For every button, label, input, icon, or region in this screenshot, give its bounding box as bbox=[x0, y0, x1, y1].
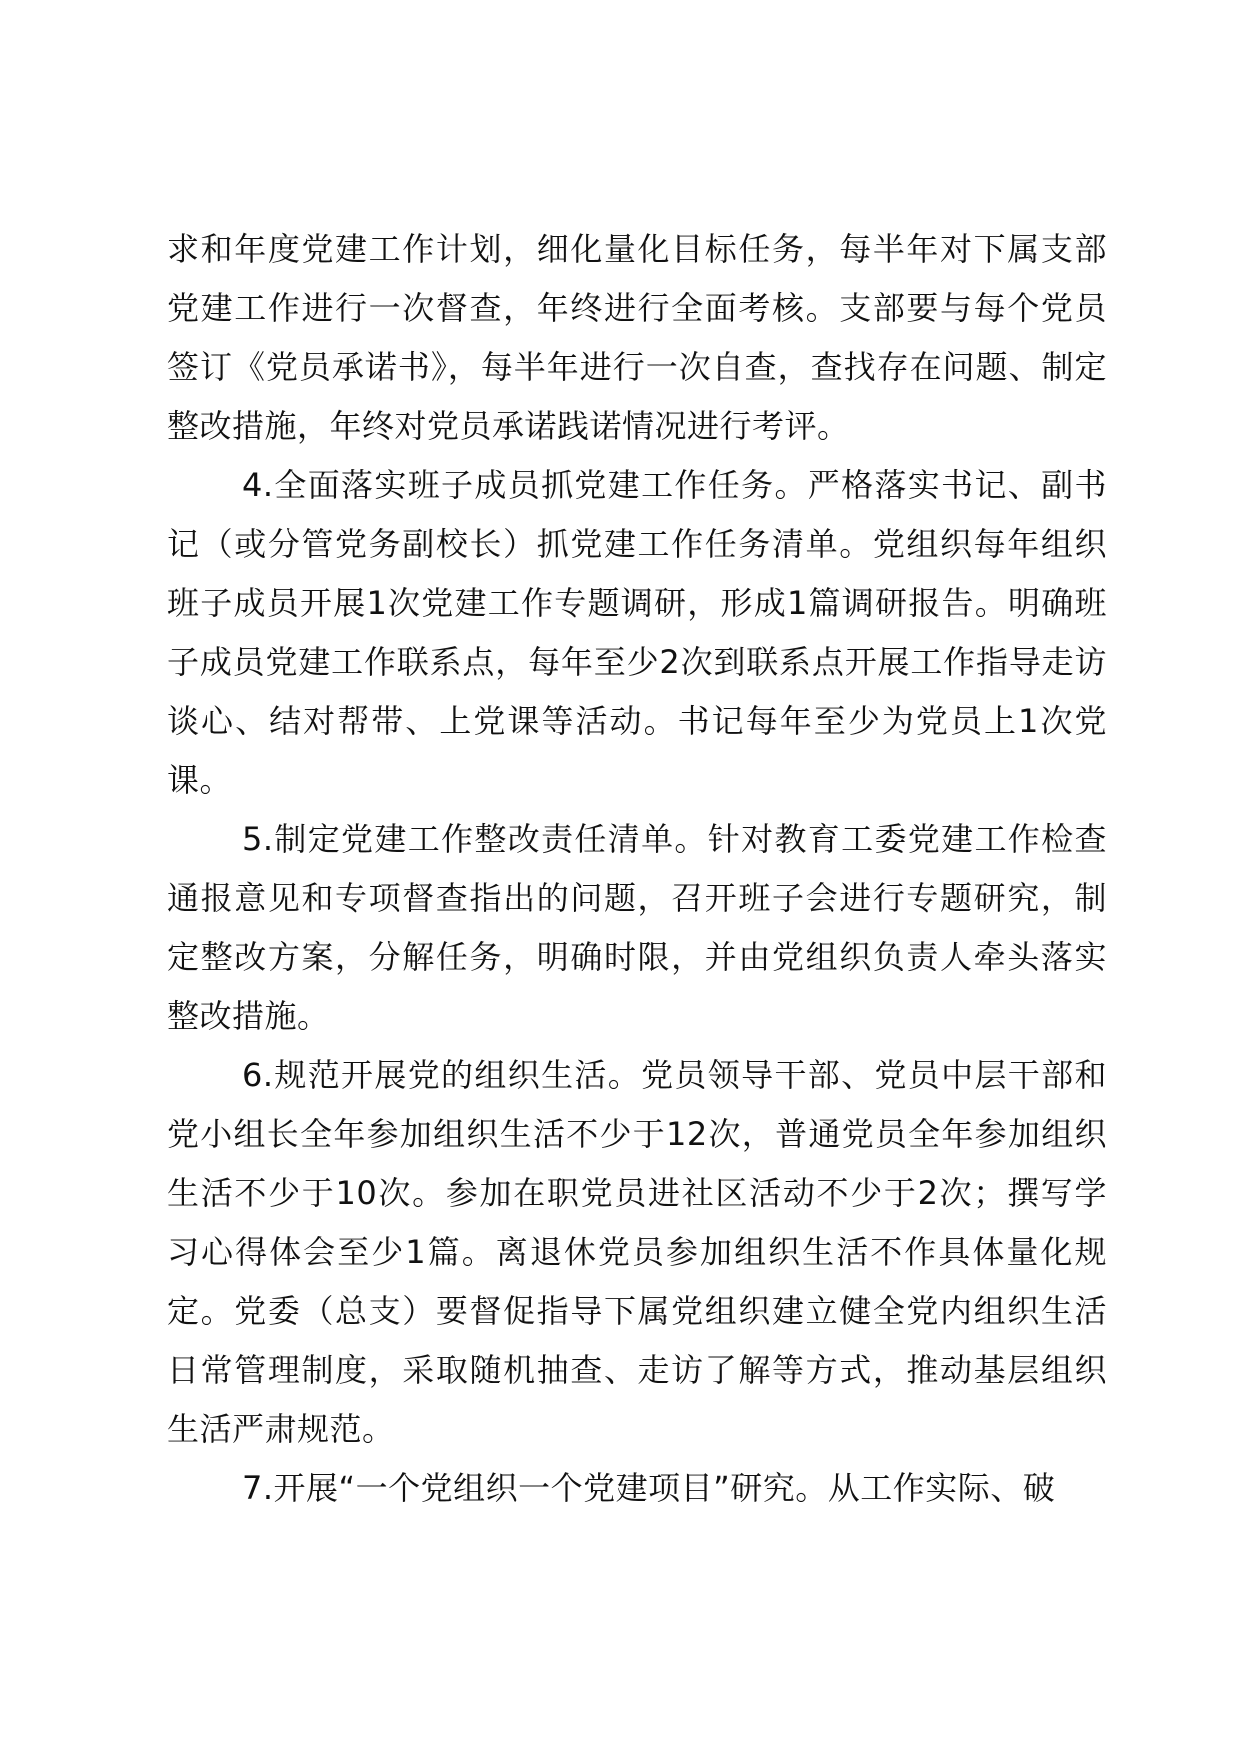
paragraph-item-5: 5.制定党建工作整改责任清单。针对教育工委党建工作检查通报意见和专项督查指出的问题，召开班子会进行专题研究，制定整改方案，分解任务，明确时限，并由党组织负责人牵头落实整改措施。 bbox=[167, 820, 1107, 1035]
document-page bbox=[167, 220, 1107, 1518]
paragraph-continuation: 求和年度党建工作计划，细化量化目标任务，每半年对下属支部党建工作进行一次督查，年终进行全面考核。支部要与每个党员签订《党员承诺书》，每半年进行一次自查，查找存在问题、制定整改措施，年终对党员承诺践诺情况进行考评。 bbox=[167, 230, 1107, 445]
paragraph-item-7: 7.开展“一个党组织一个党建项目”研究。从工作实际、破 bbox=[242, 1469, 1056, 1507]
paragraph-item-4: 4.全面落实班子成员抓党建工作任务。严格落实书记、副书记（或分管党务副校长）抓党建工作任务清单。党组织每年组织班子成员开展1次党建工作专题调研，形成1篇调研报告。明确班子成员党建工作联系点，每年至少2次到联系点开展工作指导走访谈心、结对帮带、上党课等活动。书记每年至少为党员上1次党课。 bbox=[167, 466, 1107, 799]
paragraph-item-6: 6.规范开展党的组织生活。党员领导干部、党员中层干部和党小组长全年参加组织生活不少于12次，普通党员全年参加组织生活不少于10次。参加在职党员进社区活动不少于2次；撰写学习心得体会至少1篇。离退休党员参加组织生活不作具体量化规定。党委（总支）要督促指导下属党组织建立健全党内组织生活日常管理制度，采取随机抽查、走访了解等方式，推动基层组织生活严肃规范。 bbox=[167, 1056, 1107, 1448]
